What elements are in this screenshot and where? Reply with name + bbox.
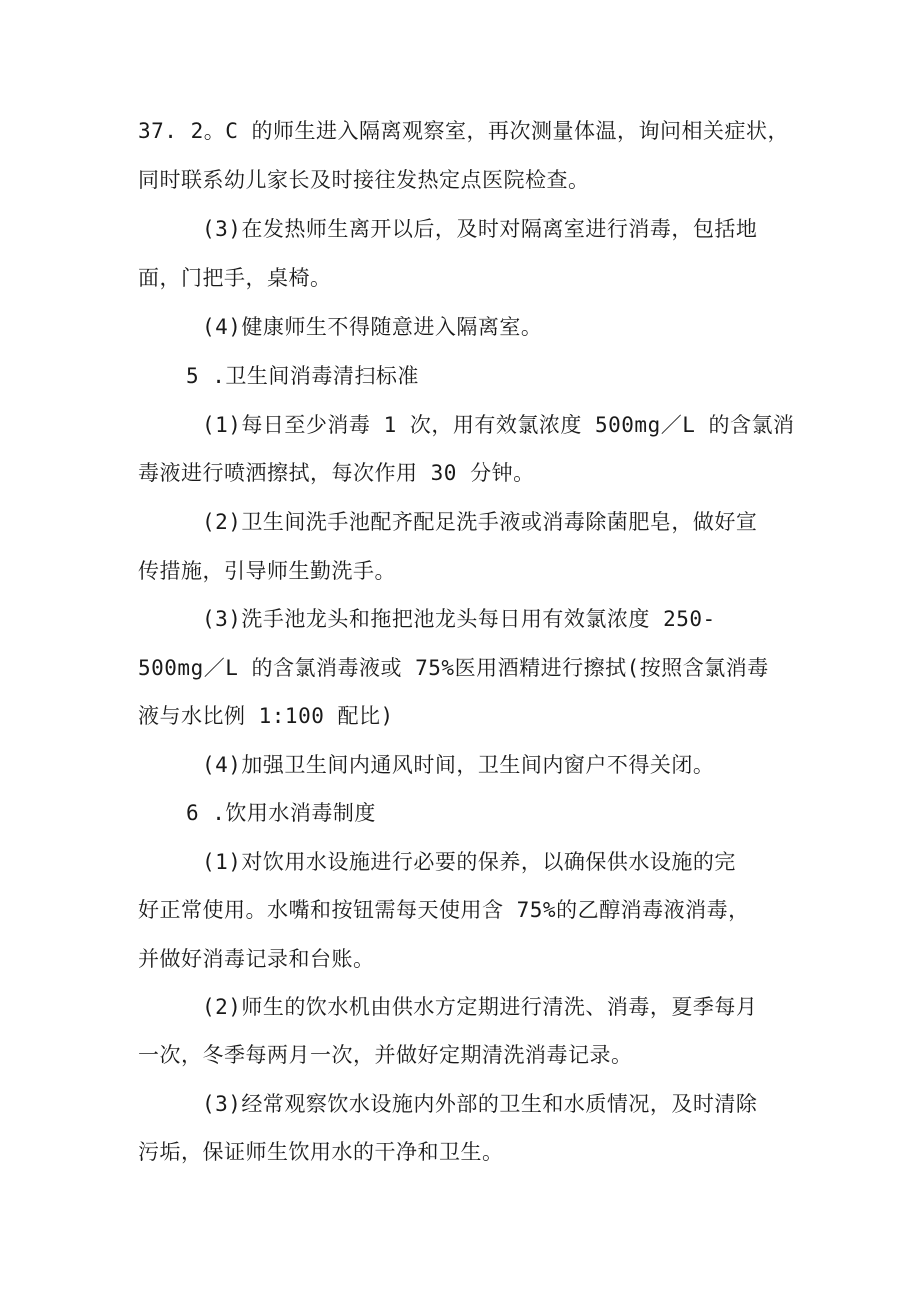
text-line: (1)对饮用水设施进行必要的保养，以确保供水设施的完 bbox=[202, 850, 736, 874]
text-line: 毒液进行喷洒擦拭，每次作用 30 分钟。 bbox=[138, 461, 535, 485]
text-line: (4)加强卫生间内通风时间，卫生间内窗户不得关闭。 bbox=[202, 753, 715, 777]
text-line: 500mg／L 的含氯消毒液或 75%医用酒精进行擦拭(按照含氯消毒 bbox=[138, 656, 769, 680]
text-line: (3)洗手池龙头和拖把池龙头每日用有效氯浓度 250- bbox=[202, 607, 716, 631]
text-line: 一次，冬季每两月一次，并做好定期清洗消毒记录。 bbox=[138, 1043, 633, 1067]
text-line: (3)在发热师生离开以后，及时对隔离室进行消毒，包括地 bbox=[202, 217, 758, 241]
text-line: 面，门把手，桌椅。 bbox=[138, 266, 332, 290]
text-line: 污垢，保证师生饮用水的干净和卫生。 bbox=[138, 1140, 504, 1164]
text-line: (3)经常观察饮水设施内外部的卫生和水质情况，及时清除 bbox=[202, 1092, 758, 1116]
text-line: (2)师生的饮水机由供水方定期进行清洗、消毒，夏季每月 bbox=[202, 995, 758, 1019]
text-line: 好正常使用。水嘴和按钮需每天使用含 75%的乙醇消毒液消毒， bbox=[138, 898, 750, 922]
section-heading: 5 .卫生间消毒清扫标准 bbox=[186, 364, 419, 388]
text-line: (1)每日至少消毒 1 次，用有效氯浓度 500mg／L 的含氯消 bbox=[202, 413, 795, 437]
text-line: (4)健康师生不得随意进入隔离室。 bbox=[202, 315, 543, 339]
text-line: (2)卫生间洗手池配齐配足洗手液或消毒除菌肥皂，做好宣 bbox=[202, 510, 758, 534]
text-line: 液与水比例 1:100 配比) bbox=[138, 704, 394, 728]
text-line: 37. 2。C 的师生进入隔离观察室，再次测量体温，询问相关症状， bbox=[138, 119, 789, 143]
section-heading: 6 .饮用水消毒制度 bbox=[186, 801, 376, 825]
text-line: 并做好消毒记录和台账。 bbox=[138, 947, 375, 971]
text-line: 同时联系幼儿家长及时接往发热定点医院检查。 bbox=[138, 168, 590, 192]
text-line: 传措施，引导师生勤洗手。 bbox=[138, 559, 396, 583]
